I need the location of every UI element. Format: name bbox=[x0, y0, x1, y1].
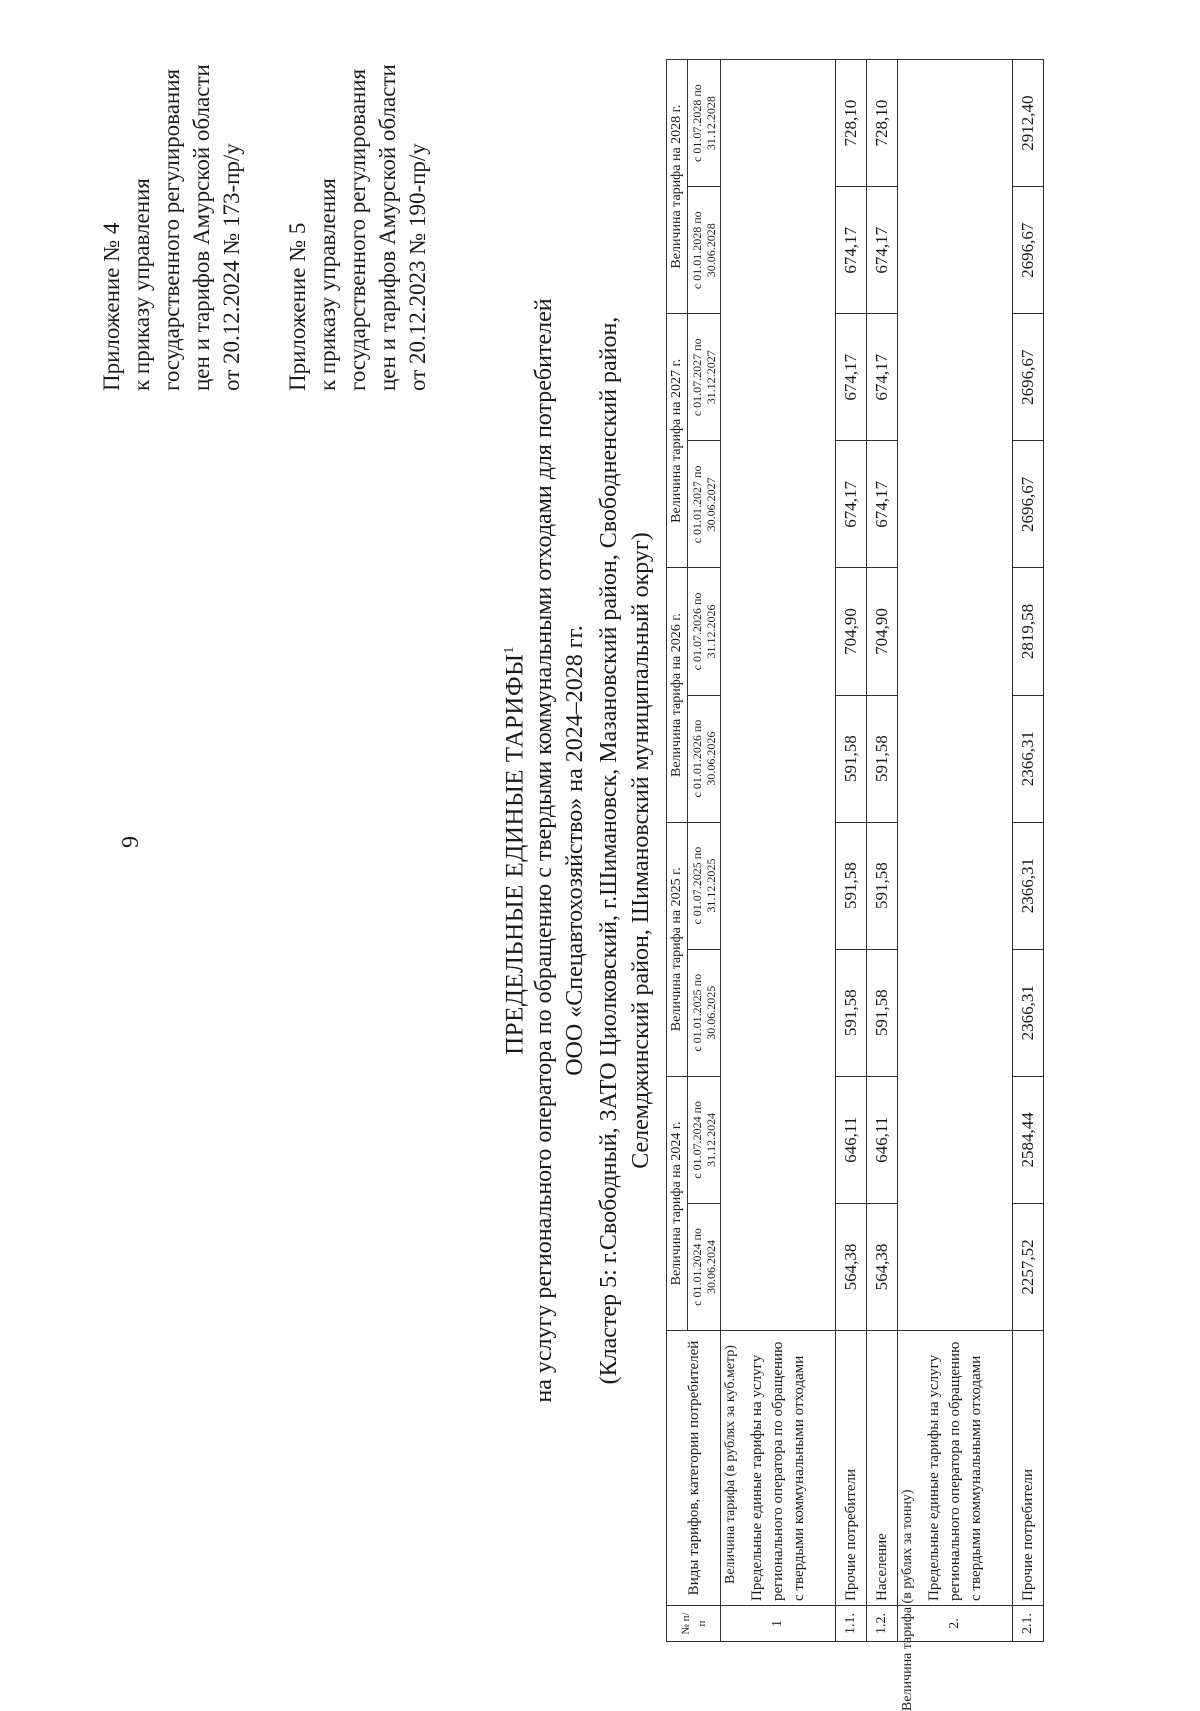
appendix-line: к приказу управления bbox=[129, 178, 154, 391]
tariff-value: 728,10 bbox=[867, 60, 898, 187]
tariff-value: 728,10 bbox=[836, 60, 867, 187]
tariff-value: 704,90 bbox=[836, 568, 867, 695]
col-header-period: с 01.01.2027 по 30.06.2027 bbox=[688, 441, 721, 568]
appendix-line: Приложение № 5 bbox=[285, 222, 310, 391]
row-number: 2. bbox=[898, 1606, 1013, 1642]
document-title bbox=[495, 0, 530, 1701]
tariff-value: 2819,58 bbox=[1013, 568, 1044, 695]
col-header-period: с 01.07.2028 по 31.12.2028 bbox=[688, 60, 721, 187]
col-header-period: с 01.01.2026 по 30.06.2026 bbox=[688, 695, 721, 822]
section-row-1 bbox=[721, 60, 836, 1642]
row-category: Население bbox=[867, 1331, 898, 1606]
row-number: 1.1. bbox=[836, 1606, 867, 1642]
section-unit-label: Величина тарифа (в рублях за тонну) bbox=[900, 1489, 915, 1711]
tariff-value: 646,11 bbox=[836, 1076, 867, 1203]
tariff-value: 2366,31 bbox=[1013, 822, 1044, 949]
tariff-value: 2366,31 bbox=[1013, 949, 1044, 1076]
col-header-period: с 01.07.2024 по 31.12.2024 bbox=[688, 1076, 721, 1203]
row-number: 2.1. bbox=[1013, 1606, 1044, 1642]
tariff-value: 591,58 bbox=[836, 822, 867, 949]
footnote-marker: 1 bbox=[502, 646, 517, 654]
tariff-value: 2696,67 bbox=[1013, 187, 1044, 314]
appendix-4-block bbox=[97, 64, 247, 391]
tariff-value: 564,38 bbox=[867, 1203, 898, 1330]
col-header-year: Величина тарифа на 2027 г. bbox=[667, 314, 688, 568]
table-row bbox=[1013, 60, 1044, 1642]
tariff-value: 2257,52 bbox=[1013, 1203, 1044, 1330]
section-unit-label: Величина тарифа (в рублях за куб.метр) bbox=[723, 1345, 738, 1584]
tariff-value: 591,58 bbox=[867, 695, 898, 822]
section-row-2 bbox=[898, 60, 1013, 1642]
appendix-line: к приказу управления bbox=[315, 178, 340, 391]
row-number: 1 bbox=[721, 1606, 836, 1642]
row-category: Прочие потребители bbox=[1013, 1331, 1044, 1606]
col-header-period: с 01.01.2024 по 30.06.2024 bbox=[688, 1203, 721, 1330]
col-header-year: Величина тарифа на 2026 г. bbox=[667, 568, 688, 822]
tariff-value: 591,58 bbox=[867, 949, 898, 1076]
col-header-type: Виды тарифов, категории потребителей bbox=[667, 1331, 721, 1606]
tariff-value: 674,17 bbox=[867, 441, 898, 568]
tariff-value: 2696,67 bbox=[1013, 314, 1044, 441]
tariff-value: 591,58 bbox=[836, 695, 867, 822]
tariff-value: 646,11 bbox=[867, 1076, 898, 1203]
col-header-num: № п/п bbox=[667, 1606, 721, 1642]
appendix-line: от 20.12.2024 № 173-пр/у bbox=[219, 143, 244, 391]
tariff-value: 564,38 bbox=[836, 1203, 867, 1330]
row-category: Прочие потребители bbox=[836, 1331, 867, 1606]
subtitle-line-1: на услугу регионального оператора по обращению с твердыми коммунальными отходами для потребителей bbox=[531, 298, 557, 1403]
col-header-year: Величина тарифа на 2024 г. bbox=[667, 1076, 688, 1330]
tariff-value: 674,17 bbox=[836, 187, 867, 314]
col-header-period: с 01.07.2025 по 31.12.2025 bbox=[688, 822, 721, 949]
table-header-row bbox=[667, 60, 688, 1642]
title-text: ПРЕДЕЛЬНЫЕ ЕДИНЫЕ ТАРИФЫ bbox=[501, 653, 529, 1055]
tariff-value: 704,90 bbox=[867, 568, 898, 695]
tariff-value: 2912,40 bbox=[1013, 60, 1044, 187]
tariff-table bbox=[666, 59, 1044, 1711]
subtitle-line-2: ООО «Спецавтохозяйство» на 2024–2028 гг. bbox=[562, 625, 588, 1076]
tariff-value: 2366,31 bbox=[1013, 695, 1044, 822]
tariff-value: 674,17 bbox=[867, 314, 898, 441]
tariff-value: 2584,44 bbox=[1013, 1076, 1044, 1203]
table-row bbox=[867, 60, 898, 1642]
appendix-line: цен и тарифов Амурской области bbox=[375, 64, 400, 391]
appendix-line: государственного регулирования bbox=[345, 68, 370, 391]
tariff-value: 2696,67 bbox=[1013, 441, 1044, 568]
page-number: 9 bbox=[118, 836, 144, 848]
appendix-5-block bbox=[283, 64, 433, 391]
table-row bbox=[836, 60, 867, 1642]
subtitle-line-3: (Кластер 5: г.Свободный, ЗАТО Циолковский, г.Шимановск, Мазановский район, Свободненский район, bbox=[596, 316, 622, 1385]
tariff-value: 674,17 bbox=[867, 187, 898, 314]
section-description: Предельные единые тарифы на услугу регионального оператора по обращению с твердыми коммунальными отходами bbox=[721, 1331, 836, 1606]
col-header-year: Величина тарифа на 2028 г. bbox=[667, 60, 688, 314]
appendix-line: цен и тарифов Амурской области bbox=[189, 64, 214, 391]
col-header-period: с 01.07.2026 по 31.12.2026 bbox=[688, 568, 721, 695]
col-header-period: с 01.07.2027 по 31.12.2027 bbox=[688, 314, 721, 441]
appendix-line: Приложение № 4 bbox=[99, 222, 124, 391]
tariff-value: 674,17 bbox=[836, 314, 867, 441]
col-header-period: с 01.01.2028 по 30.06.2028 bbox=[688, 187, 721, 314]
row-number: 1.2. bbox=[867, 1606, 898, 1642]
tariff-value: 591,58 bbox=[836, 949, 867, 1076]
col-header-period: с 01.01.2025 по 30.06.2025 bbox=[688, 949, 721, 1076]
tariff-value: 591,58 bbox=[867, 822, 898, 949]
appendix-line: от 20.12.2023 № 190-пр/у bbox=[405, 143, 430, 391]
col-header-year: Величина тарифа на 2025 г. bbox=[667, 822, 688, 1076]
subtitle-line-4: Селемджинский район, Шимановский муниципальный округ) bbox=[628, 532, 654, 1169]
tariff-value: 674,17 bbox=[836, 441, 867, 568]
section-description: Предельные единые тарифы на услугу регионального оператора по обращению с твердыми коммунальными отходами bbox=[898, 1331, 1013, 1606]
appendix-line: государственного регулирования bbox=[159, 68, 184, 391]
